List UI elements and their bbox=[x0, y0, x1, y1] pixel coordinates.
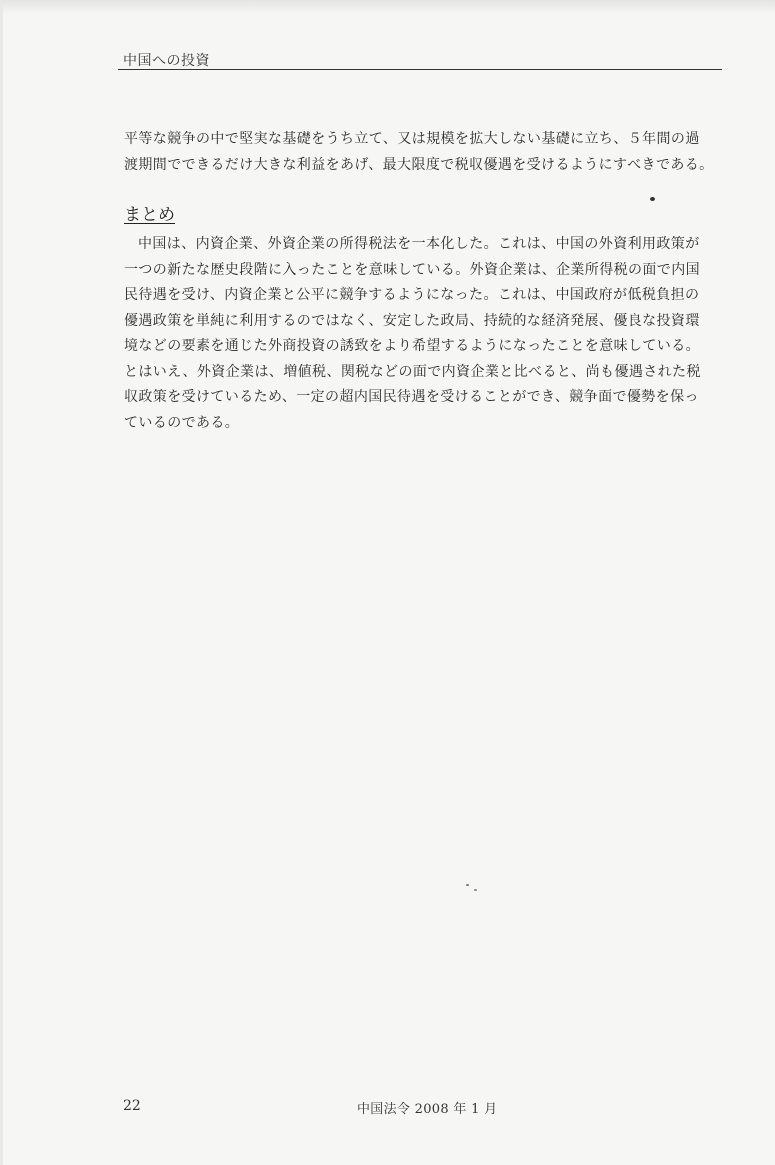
running-header-title: 中国への投資 bbox=[123, 53, 210, 69]
page-number: 22 bbox=[123, 1098, 141, 1114]
intro-paragraph bbox=[124, 126, 724, 178]
summary-line: 優遇政策を単純に利用するのではなく、安定した政局、持続的な経済発展、優良な投資環 bbox=[124, 312, 700, 329]
page-left-edge bbox=[0, 0, 3, 1165]
summary-line: 中国は、内資企業、外資企業の所得税法を一本化した。これは、中国の外資利用政策が bbox=[138, 236, 700, 252]
publication-footer: 中国法令 2008 年 1 月 bbox=[357, 1102, 498, 1117]
summary-line: とはいえ、外資企業は、増値税、関税などの面で内資企業と比べると、尚も優遇された税 bbox=[124, 363, 701, 380]
summary-line: 境などの要素を通じた外商投資の誘致をより希望するようになったことを意味している。 bbox=[124, 338, 700, 354]
header-rule bbox=[118, 69, 722, 70]
section-heading: まとめ bbox=[124, 205, 175, 225]
intro-line: 平等な競争の中で堅実な基礎をうち立て、又は規模を拡大しない基礎に立ち、５年間の過 bbox=[124, 131, 700, 147]
summary-line: 民待遇を受け、内資企業と公平に競争するようになった。これは、中国政府が低税負担の bbox=[124, 287, 700, 303]
summary-line: ているのである。 bbox=[124, 414, 240, 431]
summary-paragraph bbox=[124, 232, 724, 436]
scan-speck bbox=[650, 197, 655, 201]
summary-line: 一つの新たな歴史段階に入ったことを意味している。外資企業は、企業所得税の面で内国 bbox=[124, 261, 700, 278]
scan-speck bbox=[466, 884, 469, 886]
page-top-edge bbox=[0, 0, 775, 14]
scan-speck bbox=[474, 889, 477, 891]
intro-line: 渡期間でできるだけ大きな利益をあげ、最大限度で税収優遇を受けるようにすべきである。 bbox=[124, 157, 714, 173]
summary-line: 収政策を受けているため、一定の超内国民待遇を受けることができ、競争面で優勢を保っ bbox=[124, 389, 699, 405]
